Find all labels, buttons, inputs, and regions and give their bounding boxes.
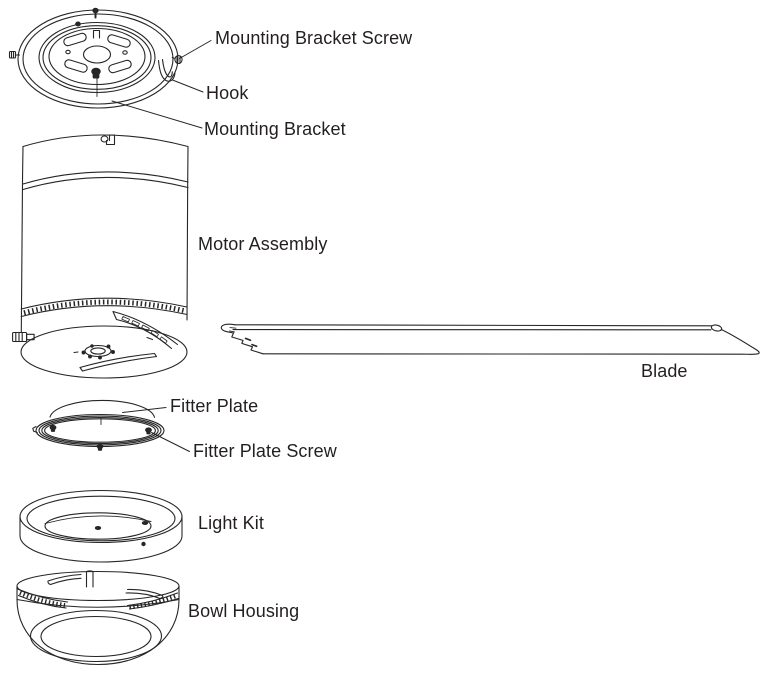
label-fitter-plate-screw: Fitter Plate Screw bbox=[193, 441, 337, 461]
mounting-bracket-screw-part bbox=[172, 56, 182, 64]
bracket-top-screw bbox=[93, 8, 98, 17]
light-kit-drawing bbox=[20, 491, 182, 563]
blade-arm bbox=[113, 312, 178, 349]
motor-assembly-drawing bbox=[13, 135, 188, 378]
label-fitter-plate: Fitter Plate bbox=[170, 396, 259, 416]
fitter-plate-drawing bbox=[33, 400, 164, 450]
label-light-kit: Light Kit bbox=[198, 513, 264, 533]
bracket-top-dot bbox=[76, 22, 81, 26]
label-motor-assembly: Motor Assembly bbox=[198, 234, 328, 254]
bowl-housing-drawing bbox=[17, 571, 179, 665]
fitter-plate-screw-parts bbox=[50, 425, 152, 451]
leader-lines bbox=[112, 41, 211, 452]
blade-drawing bbox=[221, 324, 759, 354]
leader-hook bbox=[173, 80, 204, 92]
leader-fitter-plate-screw bbox=[152, 433, 190, 452]
label-blade: Blade bbox=[641, 361, 688, 381]
label-hook: Hook bbox=[206, 83, 249, 103]
label-bowl-housing: Bowl Housing bbox=[188, 601, 300, 621]
motor-connector bbox=[13, 333, 34, 342]
label-mounting-bracket-screw: Mounting Bracket Screw bbox=[215, 28, 413, 48]
motor-top-tab bbox=[101, 135, 114, 145]
mounting-bracket-drawing bbox=[10, 8, 183, 108]
motor-hub bbox=[74, 345, 114, 359]
leader-mounting-bracket-screw bbox=[180, 41, 212, 59]
label-mounting-bracket: Mounting Bracket bbox=[204, 119, 346, 139]
leader-mounting-bracket bbox=[112, 101, 202, 128]
